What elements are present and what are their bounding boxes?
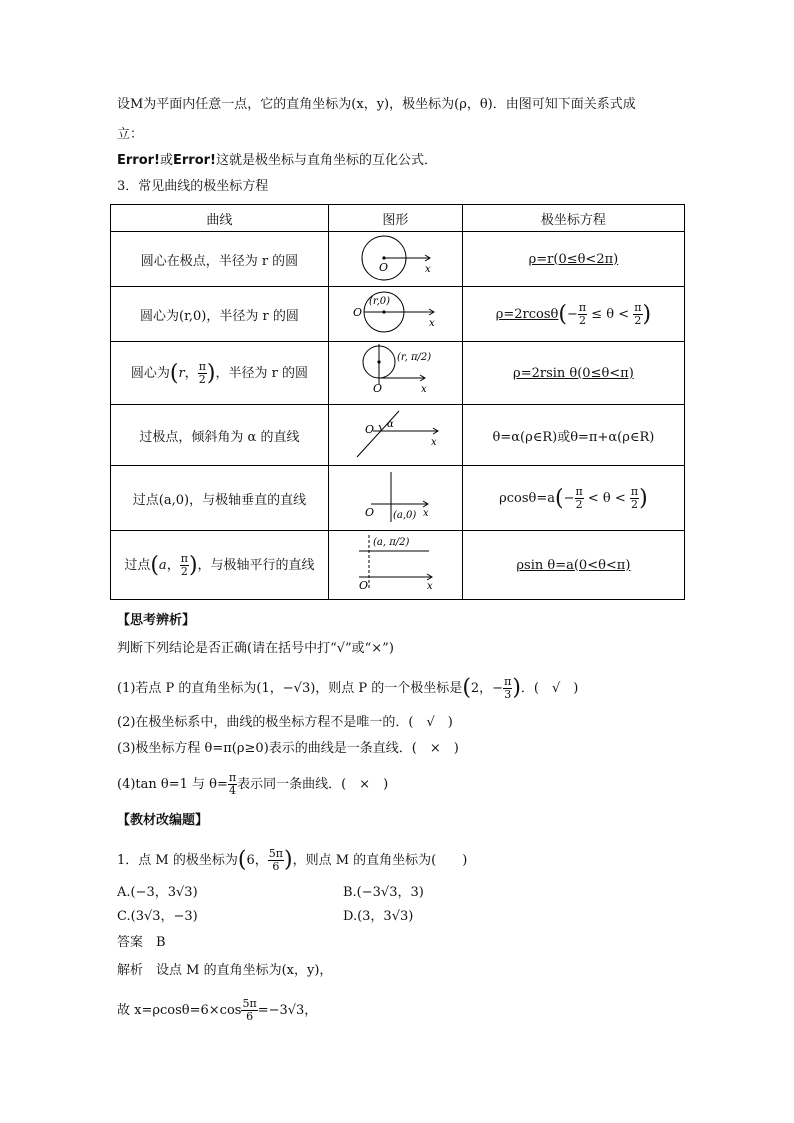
svg-text:(r,0): (r,0) <box>368 296 390 307</box>
equation-text: ρcosθ=a <box>499 490 556 506</box>
explain2-a: 故 x=ρcosθ=6×cos <box>117 1003 242 1018</box>
intro-line-1: 设M为平面内任意一点，它的直角坐标为(x，y)，极坐标为(ρ，θ)．由图可知下面关系式成 <box>117 97 636 112</box>
header-equation: 极坐标方程 <box>462 205 684 232</box>
figure-cell <box>328 466 462 531</box>
or-text: 或 <box>159 153 173 168</box>
equation-text: ρ=r(0≤θ<2π) <box>528 251 619 267</box>
svg-text:O: O <box>352 306 362 319</box>
think-heading: 【思考辨析】 <box>117 613 196 628</box>
equation-cell <box>462 232 684 287</box>
equation-text: ρ=2rsin θ(0≤θ<π) <box>513 365 634 381</box>
table-row <box>111 287 685 342</box>
q1-mark: √ <box>551 681 561 696</box>
svg-text:x: x <box>426 581 433 592</box>
section-3-heading: 3．常见曲线的极坐标方程 <box>117 179 269 194</box>
think-prompt: 判断下列结论是否正确(请在括号中打“√”或“×”) <box>117 641 394 656</box>
figure-cell <box>328 342 462 405</box>
textbook-heading: 【教材改编题】 <box>117 813 209 828</box>
circle-at-pole-figure <box>329 232 462 282</box>
formula-note: 这就是极坐标与直角坐标的互化公式． <box>215 153 437 168</box>
svg-text:O: O <box>378 261 388 274</box>
curve-post: ，与极轴平行的直线 <box>197 557 315 573</box>
svg-text:(a,0): (a,0) <box>392 510 417 521</box>
svg-text:O: O <box>358 579 368 592</box>
table-row <box>111 342 685 405</box>
curve-cell: 圆心为(r,0)，半径为 r 的圆 <box>111 287 329 342</box>
svg-text:O: O <box>372 382 382 395</box>
header-figure: 图形 <box>328 205 462 232</box>
svg-text:(r, π/2): (r, π/2) <box>396 352 432 363</box>
curve-cell: 过极点，倾斜角为 α 的直线 <box>111 405 329 466</box>
figure-cell <box>328 531 462 600</box>
think-q1-text: (1)若点 P 的直角坐标为(1，−√3)，则点 P 的一个极坐标是 <box>117 681 463 696</box>
figure-cell <box>328 232 462 287</box>
intro-line-2: 立： <box>117 127 144 142</box>
explanation-line-1: 解析 设点 M 的直角坐标为(x，y)， <box>117 963 333 978</box>
think-q4-a: (4)tan θ=1 与 θ= <box>117 777 228 792</box>
circle-on-vertical-figure <box>329 342 462 400</box>
circle-on-axis-figure <box>329 287 462 337</box>
textbook-q1-a: 1．点 M 的极坐标为 <box>117 853 238 868</box>
equation-cell: ρ=2rcosθ(− $\frac{\pi}{2}$ ≤ θ < $\frac{\pi}{2}$ ) <box>462 287 684 342</box>
svg-text:(a, π/2): (a, π/2) <box>372 537 410 548</box>
figure-cell <box>328 287 462 342</box>
textbook-q1-b: ，则点 M 的直角坐标为( ) <box>292 853 468 868</box>
polar-curves-table <box>110 204 685 600</box>
option-d: D.(3，3√3) <box>343 909 414 924</box>
header-curve: 曲线 <box>111 205 329 232</box>
explanation-line-2: 故 x=ρcosθ=6×cos $\frac{5\pi}{6}$ =−3√3， <box>117 997 318 1023</box>
svg-text:x: x <box>424 264 431 275</box>
figure-cell <box>328 405 462 466</box>
error-token-2: Error! <box>173 153 216 168</box>
think-q3: (3)极坐标方程 θ=π(ρ≥0)表示的曲线是一条直线．( × ) <box>117 741 459 756</box>
svg-text:x: x <box>430 437 437 448</box>
equation-text: ρsin θ=a(0<θ<π) <box>516 557 631 573</box>
think-q4: (4)tan θ=1 与 θ= $\frac{\pi}{4}$ 表示同一条曲线．( × ) <box>117 771 389 797</box>
curve-cell: 圆心在极点，半径为 r 的圆 <box>111 232 329 287</box>
equation-cell: θ=α(ρ∈R)或θ=π+α(ρ∈R) <box>462 405 684 466</box>
equation-cell <box>462 531 684 600</box>
table-row <box>111 232 685 287</box>
table-row <box>111 405 685 466</box>
svg-text:x: x <box>420 384 427 395</box>
svg-text:α: α <box>386 419 394 430</box>
table-header-row <box>111 205 685 232</box>
intro-line-3 <box>117 152 437 170</box>
option-b: B.(−3√3，3) <box>343 885 424 900</box>
option-a: A.(−3，3√3) <box>117 885 198 900</box>
equation-cell <box>462 342 684 405</box>
curve-pre: 过点 <box>124 557 151 573</box>
curve-cell: 过点(a， $\frac{\pi}{2}$ )，与极轴平行的直线 <box>111 531 329 600</box>
think-q1: (1)若点 P 的直角坐标为(1，−√3)，则点 P 的一个极坐标是(2，− $\frac{\pi}{3}$ )．( √ ) <box>117 675 579 701</box>
line-through-pole-figure <box>329 405 462 461</box>
think-q4-b: 表示同一条曲线．( × ) <box>237 777 389 792</box>
table-row <box>111 466 685 531</box>
svg-text:x: x <box>428 318 435 329</box>
table-row <box>111 531 685 600</box>
textbook-q1: 1．点 M 的极坐标为(6， $\frac{5\pi}{6}$ )，则点 M 的直角坐标为( ) <box>117 847 468 873</box>
svg-text:x: x <box>422 508 429 519</box>
curve-pre: 圆心为 <box>130 365 170 381</box>
error-token-1: Error! <box>117 153 160 168</box>
equation-text: ρ=2rcosθ <box>495 306 559 322</box>
svg-text:O: O <box>364 506 374 519</box>
equation-cell: ρcosθ=a(− $\frac{\pi}{2}$ < θ < $\frac{\pi}{2}$ ) <box>462 466 684 531</box>
option-c: C.(3√3，−3) <box>117 909 198 924</box>
svg-text:O: O <box>364 423 374 436</box>
answer-text: 答案 B <box>117 935 166 950</box>
horizontal-line-figure <box>329 531 462 595</box>
curve-cell: 过点(a,0)，与极轴垂直的直线 <box>111 466 329 531</box>
vertical-line-figure <box>329 466 462 526</box>
curve-post: ，半径为 r 的圆 <box>215 365 308 381</box>
think-q2: (2)在极坐标系中，曲线的极坐标方程不是唯一的．( √ ) <box>117 715 453 730</box>
curve-cell: 圆心为(r， $\frac{\pi}{2}$ )，半径为 r 的圆 <box>111 342 329 405</box>
explain2-b: =−3√3， <box>257 1003 318 1018</box>
